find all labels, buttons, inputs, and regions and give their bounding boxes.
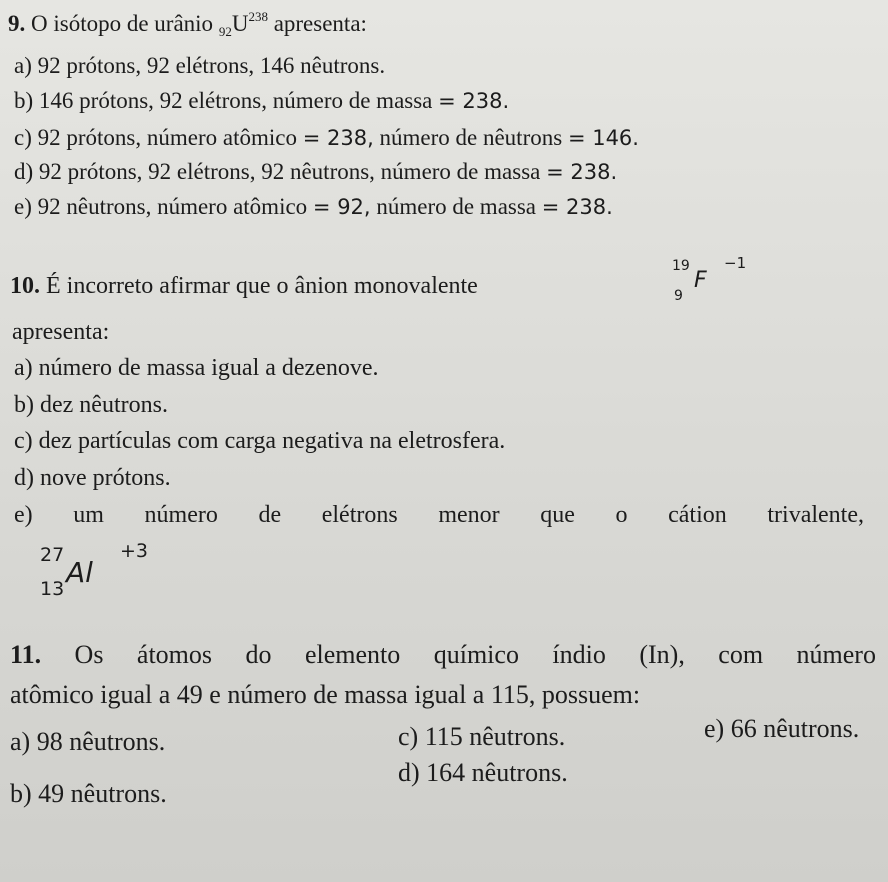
- q10-option-e-word: trivalente,: [767, 502, 864, 528]
- q10-option-e-word: o: [615, 502, 628, 528]
- q11-stem-word: químico: [433, 640, 519, 669]
- q9-option-e-text2: número de massa: [376, 194, 537, 219]
- q10-option-e-word: menor: [438, 502, 500, 528]
- q9-option-c-value1: = 238,: [302, 126, 374, 150]
- q10-cation-mass-number: 27: [40, 544, 65, 566]
- q11-option-b: b) 49 nêutrons.: [10, 779, 167, 808]
- q10-option-e-word: de: [258, 502, 282, 528]
- q10-stem: [10, 272, 478, 300]
- q11-stem-word: do: [245, 640, 272, 669]
- q11-stem-word: índio: [552, 640, 606, 669]
- q10-option-e-word: um: [73, 502, 104, 528]
- q10-option-d: d) nove prótons.: [14, 465, 171, 491]
- q11-stem-word: com: [718, 640, 764, 669]
- q10-option-a: a) número de massa igual a dezenove.: [14, 355, 379, 381]
- q9-option-c-text2: número de nêutrons: [379, 125, 563, 150]
- q11-number: 11.: [10, 640, 42, 669]
- q9-option-e-text: e) 92 nêutrons, número atômico: [14, 194, 308, 219]
- q9-option-e-value2: = 238.: [541, 195, 613, 219]
- q10-fluoride-ion: [664, 250, 764, 310]
- q10-number: 10.: [10, 273, 40, 299]
- q11-stem-word: elemento: [304, 640, 401, 669]
- q11-option-d: d) 164 nêutrons.: [398, 758, 568, 787]
- q10-aluminum-cation: [36, 534, 176, 604]
- q9-option-c-text: c) 92 prótons, número atômico: [14, 125, 297, 150]
- q10-stem2: apresenta:: [12, 319, 110, 345]
- q11-option-c: c) 115 nêutrons.: [398, 722, 566, 751]
- q11-stem-word: número: [796, 640, 876, 669]
- q9-option-c-value2: = 146.: [567, 126, 639, 150]
- q11-stem-word: átomos: [136, 640, 213, 669]
- q11-stem: [10, 640, 876, 670]
- q10-ion-atomic-number: 9: [674, 288, 683, 304]
- q9-stem-end: apresenta:: [273, 11, 367, 36]
- q10-option-e-word: elétrons: [321, 502, 398, 528]
- q9-option-a: a) 92 prótons, 92 elétrons, 146 nêutrons.: [14, 53, 386, 78]
- q10-option-c: c) dez partículas com carga negativa na eletrosfera.: [14, 428, 506, 454]
- q9-option-d-text: d) 92 prótons, 92 elétrons, 92 nêutrons, número de massa: [14, 159, 541, 184]
- q9-uranium-atomic-number: 92: [218, 24, 232, 39]
- q9-stem: [8, 10, 367, 41]
- q10-cation-symbol: Al: [66, 556, 93, 589]
- q10-option-e-word: e): [14, 502, 33, 528]
- q11-option-e: e) 66 nêutrons.: [704, 714, 860, 743]
- q10-ion-symbol: F: [694, 268, 707, 293]
- q10-option-e-word: número: [144, 502, 218, 528]
- q10-option-e-word: cátion: [668, 502, 727, 528]
- q9-option-c: [14, 124, 639, 152]
- q10-cation-charge: +3: [120, 540, 149, 562]
- q11-stem-line2: atômico igual a 49 e número de massa igual a 115, possuem:: [10, 680, 641, 709]
- q10-option-e-word: que: [540, 502, 575, 528]
- q9-option-b-text: b) 146 prótons, 92 elétrons, número de massa: [14, 88, 433, 113]
- q9-option-e-value1: = 92,: [312, 195, 371, 219]
- q10-ion-mass-number: 19: [672, 258, 690, 274]
- q10-stem-text: É incorreto afirmar que o ânion monovalente: [46, 273, 478, 299]
- q9-uranium-symbol: U: [231, 11, 249, 36]
- q9-option-e: [14, 193, 613, 221]
- q9-option-b-value: = 238.: [438, 89, 510, 113]
- q11-stem-word: (In),: [639, 640, 685, 669]
- q9-uranium-mass-number: 238: [248, 9, 268, 24]
- q10-ion-charge: −1: [724, 254, 747, 272]
- q9-number: 9.: [8, 11, 26, 36]
- q9-option-d: [14, 158, 617, 186]
- q9-option-d-value: = 238.: [546, 160, 618, 184]
- q10-cation-atomic-number: 13: [40, 578, 65, 600]
- q11-stem-word: Os: [74, 640, 104, 669]
- q11-option-a: a) 98 nêutrons.: [10, 727, 166, 756]
- q9-stem-text: O isótopo de urânio: [31, 11, 214, 36]
- q10-option-b: b) dez nêutrons.: [14, 392, 168, 418]
- q10-option-e: [14, 501, 864, 529]
- q9-option-b: [14, 87, 509, 115]
